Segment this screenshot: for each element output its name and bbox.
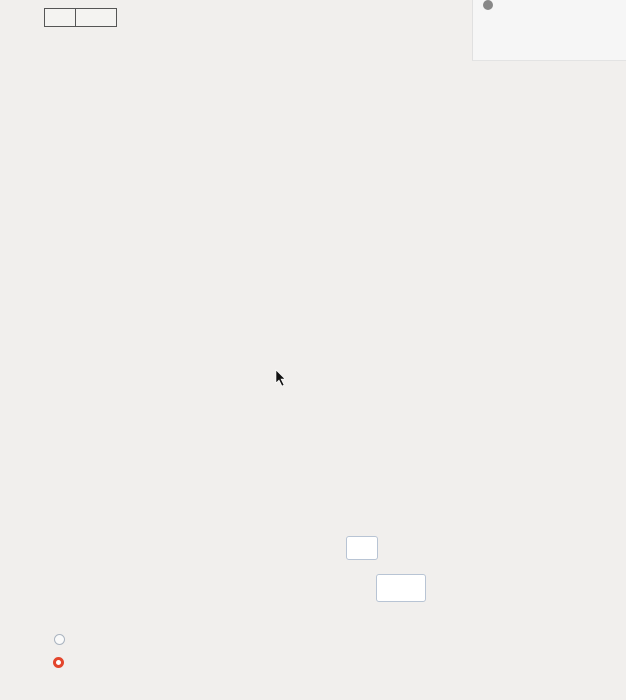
correlation-all-input[interactable]	[346, 536, 378, 560]
correlation-outlier-removed-input[interactable]	[376, 574, 426, 602]
radio-significantly-reduced[interactable]	[53, 657, 64, 668]
option-no-effect[interactable]	[54, 634, 70, 645]
mouse-cursor-icon	[276, 370, 285, 386]
option-significantly-reduced[interactable]	[53, 657, 69, 668]
radio-no-effect[interactable]	[54, 634, 65, 645]
